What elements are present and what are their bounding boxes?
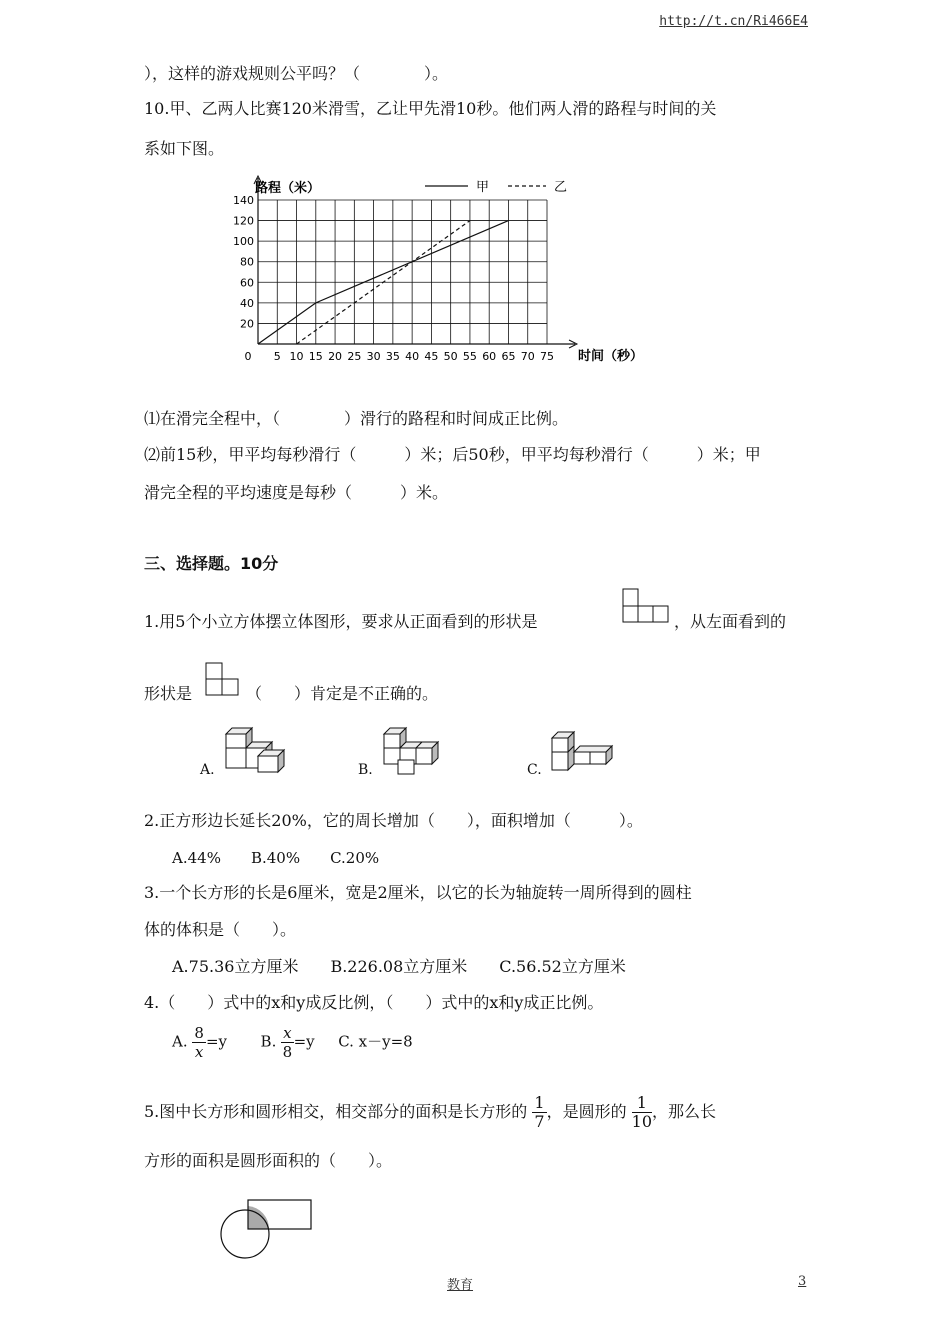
x-tick-label-10: 10 [289, 350, 304, 363]
choice-4-options [172, 1024, 413, 1061]
choice-4-option-b-tail: =y [293, 1032, 315, 1051]
fraction-8-over-x: $\frac{8}{x}$ [194, 1024, 204, 1061]
header-link[interactable]: http://t.cn/Ri466E4 [659, 14, 808, 29]
y-tick-label-20: 20 [240, 317, 254, 331]
choice-2-line: 2.正方形边长延长20%，它的周长增加（ ），面积增加（ ）。 [144, 811, 643, 830]
x-tick-label-20: 20 [328, 350, 343, 363]
footer-center-link[interactable]: 教育 [447, 1278, 474, 1293]
choice-5-text-a: 5.图中长方形和圆形相交，相交部分的面积是长方形的 [144, 1102, 528, 1121]
y-tick-label-120: 120 [233, 214, 254, 228]
chart-y-label: 路程（米） [255, 181, 321, 196]
cube-figure-b-icon [380, 724, 442, 776]
x-tick-label-75: 75 [540, 350, 554, 363]
chart-x-label: 时间（秒） [578, 349, 644, 364]
choice-1-option-a: A. [200, 762, 215, 778]
choice-4-line: 4.（ ）式中的x和y成反比例，（ ）式中的x和y成正比例。 [144, 993, 604, 1012]
x-tick-label-25: 25 [347, 350, 362, 363]
question-10-part-1: ⑴在滑完全程中，（ ）滑行的路程和时间成正比例。 [144, 409, 569, 428]
choice-1-line-b: ，从左面看到的 [674, 612, 787, 631]
rectangle-circle-overlap-figure [216, 1194, 316, 1262]
section-3-title: 三、选择题。10分 [144, 554, 279, 573]
front-view-shape-icon [622, 588, 670, 624]
cube-figure-a-icon [222, 722, 292, 774]
legend-label-yi: 乙 [554, 180, 568, 195]
x-tick-label-40: 40 [405, 350, 420, 363]
cube-figure-c-icon [548, 730, 618, 776]
x-tick-label-15: 15 [308, 350, 323, 363]
x-tick-label-0: 0 [244, 350, 252, 363]
choice-3-line-a: 3.一个长方形的长是6厘米，宽是2厘米，以它的长为轴旋转一周所得到的圆柱 [144, 883, 692, 902]
x-tick-label-30: 30 [366, 350, 381, 363]
chart-legend [425, 180, 567, 195]
choice-1-line-a: 1.用5个小立方体摆立体图形，要求从正面看到的形状是 [144, 612, 538, 631]
question-10-part-2-line-a: ⑵前15秒，甲平均每秒滑行（ ）米；后50秒，甲平均每秒滑行（ ）米；甲 [144, 445, 761, 464]
distance-time-chart [220, 172, 660, 372]
choice-4-option-c: C. x－y=8 [338, 1032, 413, 1051]
y-tick-label-140: 140 [233, 194, 254, 207]
x-tick-label-45: 45 [424, 350, 439, 363]
choice-5-line-a [144, 1094, 716, 1131]
x-tick-label-60: 60 [482, 350, 497, 363]
y-tick-label-80: 80 [240, 255, 254, 269]
x-tick-label-70: 70 [520, 350, 535, 363]
x-tick-label-55: 55 [462, 350, 477, 363]
chart-ticks [233, 194, 554, 363]
choice-5-text-b: ，是圆形的 [546, 1102, 627, 1121]
choice-1-line-c: 形状是 [144, 684, 193, 703]
fraction-x-over-8: $\frac{x}{8}$ [282, 1024, 293, 1061]
choice-5-line-b: 方形的面积是圆形面积的（ ）。 [144, 1151, 393, 1170]
fraction-1-over-7: $\frac{1}{7}$ [534, 1093, 545, 1131]
choice-1-option-c: C. [527, 762, 542, 778]
page-number: 3 [798, 1274, 807, 1289]
text-line-1: ），这样的游戏规则公平吗？（ ）。 [144, 64, 449, 83]
x-tick-label-65: 65 [501, 350, 516, 363]
choice-2-options: A.44% B.40% C.20% [172, 849, 380, 867]
choice-3-line-b: 体的体积是（ ）。 [144, 920, 297, 939]
choice-1-option-b: B. [358, 762, 373, 778]
left-view-shape-icon [205, 662, 241, 698]
question-10-line-b: 系如下图。 [144, 139, 225, 158]
choice-4-option-a-tail: =y [205, 1032, 227, 1051]
x-tick-label-35: 35 [385, 350, 400, 363]
legend-label-jia: 甲 [476, 180, 490, 195]
y-tick-label-40: 40 [240, 296, 254, 310]
chart-grid [258, 200, 547, 344]
question-10-line-a: 10.甲、乙两人比赛120米滑雪，乙让甲先滑10秒。他们两人滑的路程与时间的关 [144, 99, 717, 118]
question-10-part-2-line-b: 滑完全程的平均速度是每秒（ ）米。 [144, 483, 449, 502]
y-tick-label-100: 100 [233, 235, 254, 249]
choice-4-option-a-label: A. [172, 1032, 188, 1051]
choice-4-option-b-label: B. [260, 1032, 277, 1051]
x-tick-label-50: 50 [443, 350, 458, 363]
fraction-1-over-10: $\frac{1}{10}$ [631, 1093, 653, 1131]
y-tick-label-60: 60 [240, 276, 254, 290]
choice-3-options: A.75.36立方厘米 B.226.08立方厘米 C.56.52立方厘米 [172, 957, 626, 976]
choice-1-line-d: （ ）肯定是不正确的。 [246, 684, 439, 703]
x-tick-label-5: 5 [273, 350, 281, 363]
choice-5-text-c: ，那么长 [652, 1102, 717, 1121]
